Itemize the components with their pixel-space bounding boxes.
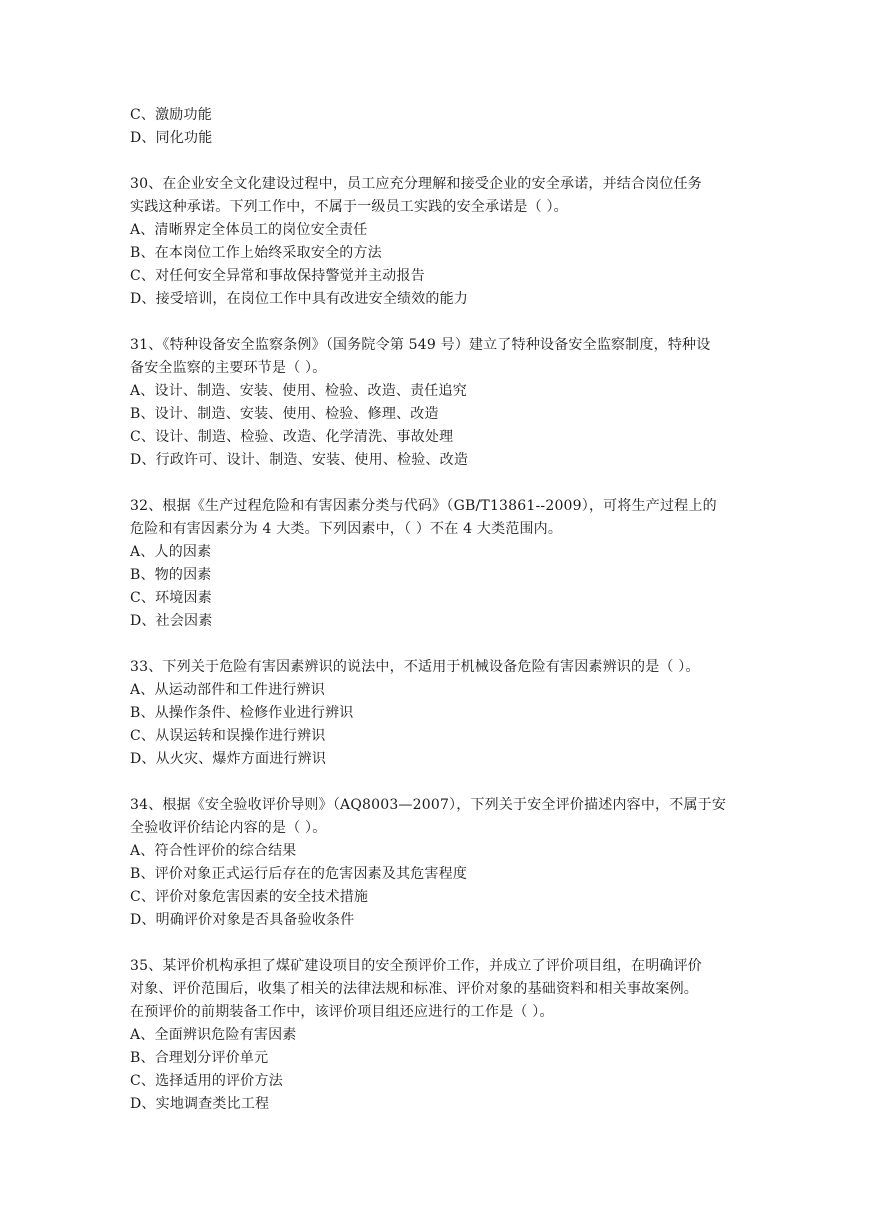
option-a: A、全面辨识危险有害因素 <box>130 1027 297 1043</box>
option-b: B、合理划分评价单元 <box>130 1050 269 1066</box>
document-page <box>130 104 750 1116</box>
question-text: 对象、评价范围后，收集了相关的法律法规和标准、评价对象的基础资料和相关事故案例。 <box>130 981 698 997</box>
question-text: 30、在企业安全文化建设过程中，员工应充分理解和接受企业的安全承诺，并结合岗位任务 <box>130 176 703 192</box>
question-text: 31、《特种设备安全监察条例》（国务院令第 549 号）建立了特种设备安全监察制度，特种设 <box>130 337 711 353</box>
option-c: C、评价对象危害因素的安全技术措施 <box>130 889 369 905</box>
option-b: B、评价对象正式运行后存在的危害因素及其危害程度 <box>130 866 468 882</box>
question-31 <box>130 334 750 472</box>
option-c: C、选择适用的评价方法 <box>130 1073 283 1089</box>
option-a: A、符合性评价的综合结果 <box>130 843 297 859</box>
option-d: D、行政许可、设计、制造、安装、使用、检验、改造 <box>130 452 469 468</box>
option-d: D、同化功能 <box>130 130 213 146</box>
option-c: C、对任何安全异常和事故保持警觉并主动报告 <box>130 268 425 284</box>
option-d: D、明确评价对象是否具备验收条件 <box>130 912 355 928</box>
question-text: 在预评价的前期装备工作中，该评价项目组还应进行的工作是（ ）。 <box>130 1004 554 1020</box>
option-b: B、在本岗位工作上始终采取安全的方法 <box>130 245 382 261</box>
question-text: 32、根据《生产过程危险和有害因素分类与代码》（GB/T13861--2009），可将生产过程上的 <box>130 498 717 514</box>
question-text: 备安全监察的主要环节是（ ）。 <box>130 360 327 376</box>
option-a: A、人的因素 <box>130 544 212 560</box>
option-a: A、设计、制造、安装、使用、检验、改造、责任追究 <box>130 383 467 399</box>
question-text: 35、某评价机构承担了煤矿建设项目的安全预评价工作，并成立了评价项目组，在明确评价 <box>130 958 703 974</box>
option-a: A、清晰界定全体员工的岗位安全责任 <box>130 222 368 238</box>
option-c: C、设计、制造、检验、改造、化学清洗、事故处理 <box>130 429 454 445</box>
option-b: B、物的因素 <box>130 567 212 583</box>
option-c: C、激励功能 <box>130 107 212 123</box>
option-c: C、从误运转和误操作进行辨识 <box>130 728 326 744</box>
question-text: 33、下列关于危险有害因素辨识的说法中，不适用于机械设备危险有害因素辨识的是（ ）。 <box>130 659 700 675</box>
option-b: B、设计、制造、安装、使用、检验、修理、改造 <box>130 406 439 422</box>
question-35 <box>130 955 750 1116</box>
option-d: D、实地调查类比工程 <box>130 1096 270 1112</box>
question-text: 危险和有害因素分为 4 大类。下列因素中，（ ）不在 4 大类范围内。 <box>130 521 563 537</box>
option-d: D、接受培训，在岗位工作中具有改进安全绩效的能力 <box>130 291 469 307</box>
previous-question-options <box>130 104 750 150</box>
question-32 <box>130 495 750 633</box>
question-33 <box>130 656 750 771</box>
question-text: 34、根据《安全验收评价导则》（AQ8003—2007），下列关于安全评价描述内容中，不属于安 <box>130 797 727 813</box>
option-d: D、社会因素 <box>130 613 213 629</box>
question-text: 全验收评价结论内容的是（ ）。 <box>130 820 327 836</box>
option-c: C、环境因素 <box>130 590 212 606</box>
question-34 <box>130 794 750 932</box>
option-a: A、从运动部件和工件进行辨识 <box>130 682 325 698</box>
question-30 <box>130 173 750 311</box>
question-text: 实践这种承诺。下列工作中，不属于一级员工实践的安全承诺是（ ）。 <box>130 199 568 215</box>
option-b: B、从操作条件、检修作业进行辨识 <box>130 705 354 721</box>
option-d: D、从火灾、爆炸方面进行辨识 <box>130 751 327 767</box>
